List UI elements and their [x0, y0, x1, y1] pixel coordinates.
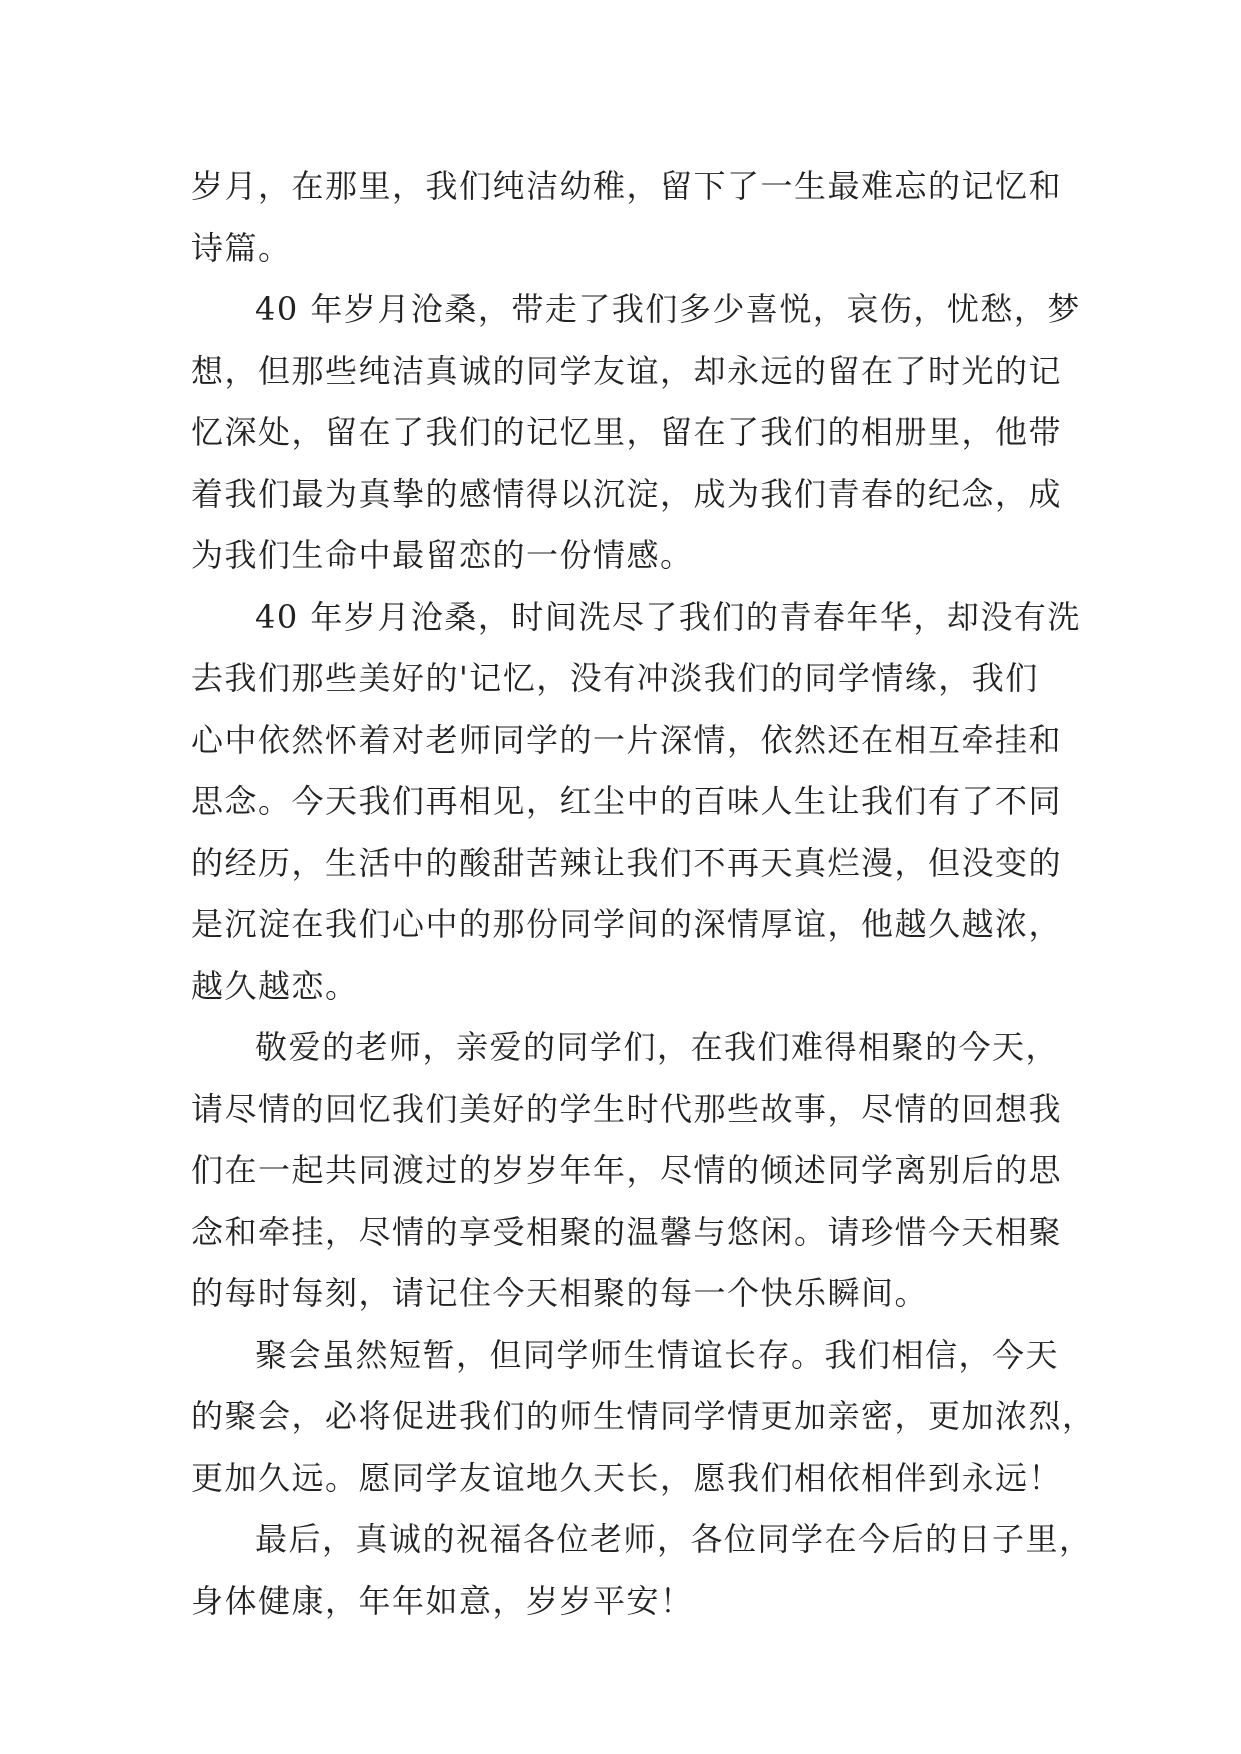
text-line: 敬爱的老师，亲爱的同学们，在我们难得相聚的今天，: [255, 1028, 1060, 1066]
text-line: 最后，真诚的祝福各位老师，各位同学在今后的日子里，: [255, 1520, 1093, 1558]
text-line: 是沉淀在我们心中的那份同学间的深情厚谊，他越久越浓，: [191, 905, 1063, 943]
text-line: 的聚会，必将促进我们的师生情同学情更加亲密，更加浓烈，: [191, 1397, 1096, 1435]
paragraph-3: [191, 587, 1081, 1018]
paragraph-1: [191, 156, 1063, 279]
text-line: 去我们那些美好的'记忆，没有冲淡我们的同学情缘，我们: [191, 659, 1039, 697]
text-line: 聚会虽然短暂，但同学师生情谊长存。我们相信，今天: [255, 1335, 1060, 1374]
text-line: 岁月，在那里，我们纯洁幼稚，留下了一生最难忘的记忆和: [191, 167, 1063, 205]
paragraph-5: [191, 1325, 1096, 1510]
text-line: 更加久远。愿同学友谊地久天长，愿我们相依相伴到永远！: [191, 1458, 1063, 1497]
text-line: 想，但那些纯洁真诚的同学友谊，却永远的留在了时光的记: [191, 351, 1063, 390]
text-line: 身体健康，年年如意，岁岁平安！: [191, 1581, 694, 1620]
paragraph-4: [191, 1017, 1063, 1325]
text-line: 念和牵挂，尽情的享受相聚的温馨与悠闲。请珍惜今天相聚: [191, 1212, 1063, 1251]
paragraph-2: [191, 279, 1081, 587]
text-line: 40 年岁月沧桑，时间洗尽了我们的青春年华，却没有洗: [255, 597, 1081, 636]
text-line: 思念。今天我们再相见，红尘中的百味人生让我们有了不同: [191, 782, 1063, 820]
paragraph-6: [191, 1509, 1093, 1632]
text-line: 诗篇。: [191, 228, 292, 267]
text-line: 为我们生命中最留恋的一份情感。: [191, 536, 694, 574]
text-line: 们在一起共同渡过的岁岁年年，尽情的倾述同学离别后的思: [191, 1151, 1063, 1189]
text-line: 的每时每刻，请记住今天相聚的每一个快乐瞬间。: [191, 1274, 929, 1312]
document-body: [191, 156, 1096, 1632]
text-line: 越久越恋。: [191, 966, 359, 1005]
text-line: 40 年岁月沧桑，带走了我们多少喜悦，哀伤，忧愁，梦: [255, 290, 1081, 328]
text-line: 忆深处，留在了我们的记忆里，留在了我们的相册里，他带: [191, 413, 1063, 451]
text-line: 请尽情的回忆我们美好的学生时代那些故事，尽情的回想我: [191, 1089, 1063, 1128]
text-line: 的经历，生活中的酸甜苦辣让我们不再天真烂漫，但没变的: [191, 843, 1063, 882]
text-line: 着我们最为真挚的感情得以沉淀，成为我们青春的纪念，成: [191, 474, 1063, 513]
text-line: 心中依然怀着对老师同学的一片深情，依然还在相互牵挂和: [191, 720, 1063, 759]
